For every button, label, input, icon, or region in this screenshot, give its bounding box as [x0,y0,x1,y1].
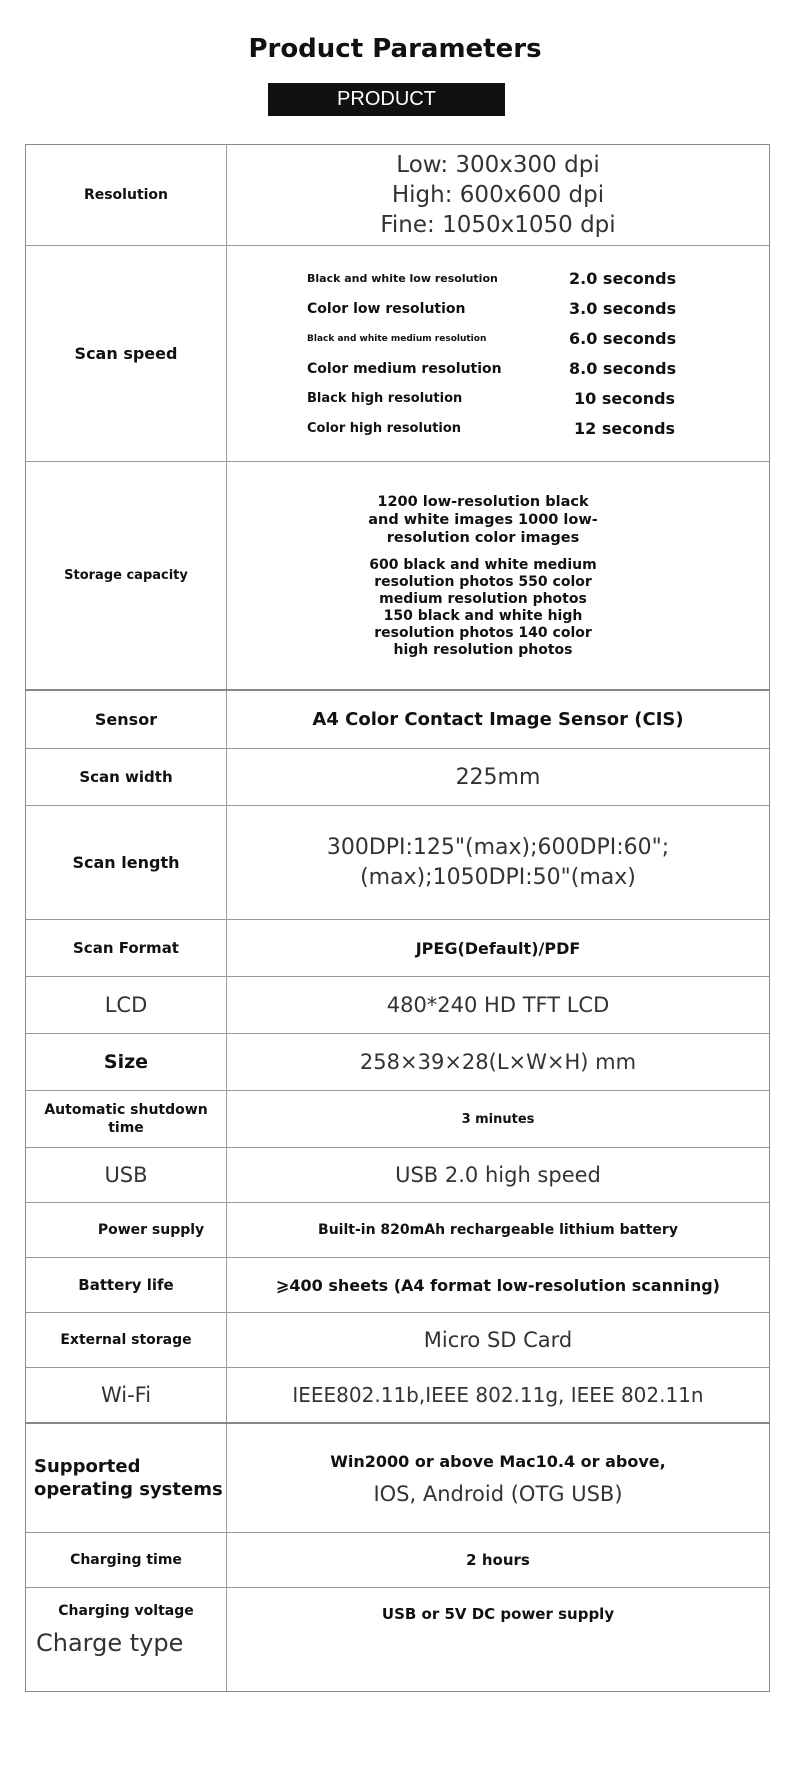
scan-length-line: (max);1050DPI:50"(max) [360,864,636,890]
row-label: Scan length [26,806,227,919]
speed-mode: Color low resolution [307,300,466,317]
charging-voltage-label: Charging voltage [58,1603,194,1619]
row-label: Storage capacity [26,462,227,689]
speed-time: 2.0 seconds [569,269,677,288]
wifi-value: IEEE802.11b,IEEE 802.11g, IEEE 802.11n [292,1383,704,1407]
row-value [227,1368,769,1422]
speed-time: 8.0 seconds [569,359,677,378]
row-label: Automatic shutdown time [26,1091,227,1147]
speed-time: 6.0 seconds [569,329,677,348]
row-value [227,145,769,245]
row-value [227,806,769,919]
os-line: IOS, Android (OTG USB) [373,1482,623,1506]
row-label: Wi-Fi [26,1368,227,1422]
row-label: Resolution [26,145,227,245]
speed-row [307,264,679,294]
scan-format-value: JPEG(Default)/PDF [415,938,581,958]
page-title: Product Parameters [248,34,542,64]
storage-paragraph: 1200 low-resolution black and white images 1000 low-resolution color images [368,493,598,546]
external-value: Micro SD Card [423,1328,573,1352]
row-value [227,1424,769,1532]
speed-mode: Black and white medium resolution [307,333,487,344]
row-value [227,1034,769,1090]
row-value [227,1533,769,1587]
row-label-cell [26,1588,227,1691]
shutdown-value: 3 minutes [461,1111,535,1127]
charge-type-label: Charge type [36,1629,184,1657]
speed-mode: Black high resolution [307,391,463,406]
row-value [227,977,769,1033]
lcd-value: 480*240 HD TFT LCD [386,993,610,1017]
row-charging-voltage [26,1588,769,1691]
row-value [227,1148,769,1202]
resolution-fine: Fine: 1050x1050 dpi [380,212,616,238]
speed-mode: Black and white low resolution [307,272,498,285]
speed-row [307,324,679,354]
speed-row [307,354,679,384]
row-sensor [26,691,769,749]
row-label: Charging time [26,1533,227,1587]
row-value [227,1258,769,1312]
size-value: 258×39×28(L×W×H) mm [359,1050,637,1074]
row-battery-life [26,1258,769,1313]
row-value [227,462,769,689]
speed-mode: Color high resolution [307,421,462,436]
scan-speed-list [307,264,679,444]
row-size [26,1034,769,1091]
row-value [227,1203,769,1257]
speed-time: 12 seconds [574,419,676,438]
speed-time: 3.0 seconds [569,299,677,318]
row-power-supply [26,1203,769,1258]
charging-voltage-value: USB or 5V DC power supply [381,1605,615,1623]
parameters-table [25,144,770,1692]
row-resolution [26,145,769,246]
row-external-storage [26,1313,769,1368]
charging-time-value: 2 hours [466,1551,530,1569]
storage-paragraph: 600 black and white medium resolution photos 550 color medium resolution photos 150 black and white high resolution photos 140 color high resolution photos [369,556,597,658]
row-auto-shutdown [26,1091,769,1148]
row-charging-time [26,1533,769,1588]
title-badge: PRODUCT PARAMETERS [268,83,505,116]
row-label: Power supply [26,1203,227,1257]
usb-value: USB 2.0 high speed [395,1163,601,1187]
row-label: Scan Format [26,920,227,976]
storage-text [363,493,603,659]
scan-length-line: 300DPI:125"(max);600DPI:60"; [326,834,670,860]
speed-row [307,414,679,444]
power-value: Built-in 820mAh rechargeable lithium battery [318,1222,678,1238]
row-label: External storage [26,1313,227,1367]
row-value [227,1313,769,1367]
row-value [227,1588,769,1691]
row-value [227,246,769,461]
resolution-low: Low: 300x300 dpi [396,152,600,178]
row-label: Size [26,1034,227,1090]
speed-row [307,384,679,414]
row-wifi [26,1368,769,1424]
row-storage-capacity [26,462,769,691]
row-value [227,920,769,976]
scan-width-value: 225mm [455,764,541,790]
sensor-value: A4 Color Contact Image Sensor (CIS) [312,709,684,730]
row-label: LCD [26,977,227,1033]
row-label: Scan width [26,749,227,805]
row-label: Scan speed [26,246,227,461]
speed-row [307,294,679,324]
row-scan-length [26,806,769,920]
row-label: Sensor [26,691,227,748]
row-label: Supported operating systems [26,1424,227,1532]
resolution-high: High: 600x600 dpi [391,182,605,208]
row-scan-speed [26,246,769,462]
row-scan-format [26,920,769,977]
row-value [227,749,769,805]
row-value [227,1091,769,1147]
row-value [227,691,769,748]
speed-mode: Color medium resolution [307,360,502,377]
row-supported-os [26,1424,769,1533]
row-usb [26,1148,769,1203]
battery-value: ⩾400 sheets (A4 format low-resolution scanning) [275,1275,720,1295]
row-lcd [26,977,769,1034]
row-label: USB [26,1148,227,1202]
speed-time: 10 seconds [574,389,676,408]
row-scan-width [26,749,769,806]
row-label: Battery life [26,1258,227,1312]
os-line: Win2000 or above Mac10.4 or above, [330,1452,666,1471]
